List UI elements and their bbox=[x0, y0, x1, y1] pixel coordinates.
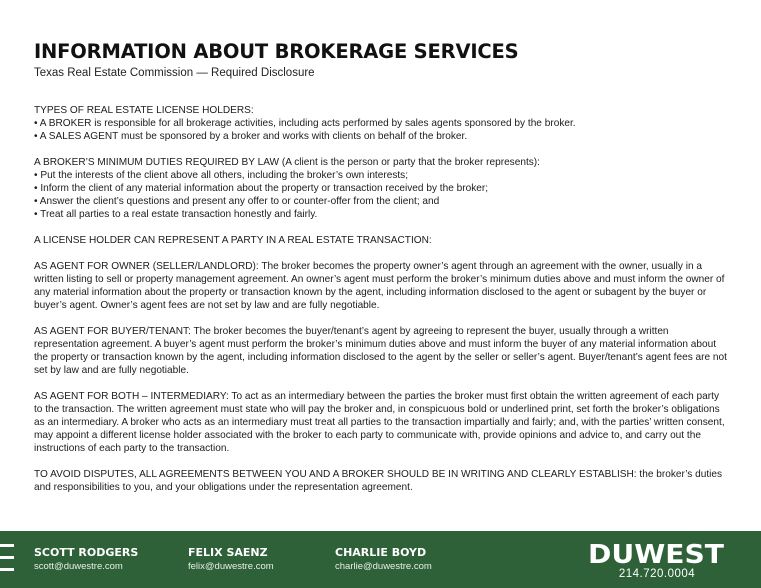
contact-charlie bbox=[335, 546, 432, 573]
minimum-duties-heading: A BROKER’S MINIMUM DUTIES REQUIRED BY LAW (A client is the person or party that the broker represents): bbox=[34, 157, 540, 168]
agent-for-buyer-paragraph: AS AGENT FOR BUYER/TENANT: The broker becomes the buyer/tenant’s agent by agreeing to represent the buyer, usually through a written representation agreement. A buyer’s agent must perform the broker’s minimum duties above and must inform the buyer of any material information about the property or transaction known by the agent, including information disclosed to the agent by the seller or seller’s agent. Buyer/tenant’s agent fees are not set by law and are fully negotiable. bbox=[34, 326, 727, 376]
contact-email-link[interactable]: scott@duwestre.com bbox=[34, 561, 123, 572]
agent-for-owner-paragraph: AS AGENT FOR OWNER (SELLER/LANDLORD): The broker becomes the property owner’s agent through an agreement with the owner, usually in a written listing to sell or property management agreement. An owner’s agent must perform the broker’s minimum duties above and must inform the owner of any material information about the property or transaction known by the agent, including information disclosed to the agent or subagent by the buyer or buyer’s agent. Owner’s agent fees are not set by law and are fully negotiable. bbox=[34, 261, 725, 311]
license-types-heading: TYPES OF REAL ESTATE LICENSE HOLDERS: bbox=[34, 105, 254, 116]
brand-name: DUWEST bbox=[588, 540, 725, 567]
contact-name: CHARLIE BOYD bbox=[335, 546, 427, 559]
list-item: • Answer the client’s questions and present any offer to or counter-offer from the client; and bbox=[34, 196, 440, 207]
list-item: • Put the interests of the client above all others, including the broker’s own interests; bbox=[34, 170, 409, 181]
contact-felix bbox=[188, 546, 274, 573]
contact-name: FELIX SAENZ bbox=[188, 546, 268, 559]
contact-name: SCOTT RODGERS bbox=[34, 546, 139, 559]
list-item: • Inform the client of any material information about the property or transaction received by the broker; bbox=[34, 183, 489, 194]
brand-phone: 214.720.0004 bbox=[618, 568, 696, 580]
page-subtitle: Texas Real Estate Commission — Required Disclosure bbox=[34, 67, 315, 79]
list-item: • A BROKER is responsible for all brokerage activities, including acts performed by sales agents sponsored by the broker. bbox=[34, 118, 576, 129]
disputes-paragraph: TO AVOID DISPUTES, ALL AGREEMENTS BETWEEN YOU AND A BROKER SHOULD BE IN WRITING AND CLEARLY ESTABLISH: the broker’s duties and responsibilities to you, and your obligations under the representation agreement. bbox=[34, 469, 723, 493]
list-item: • Treat all parties to a real estate transaction honestly and fairly. bbox=[34, 209, 318, 220]
license-types-list bbox=[34, 117, 729, 143]
disclosure-body bbox=[34, 104, 729, 507]
page-title: INFORMATION ABOUT BROKERAGE SERVICES bbox=[34, 40, 519, 63]
menu-icon[interactable] bbox=[0, 544, 14, 572]
intermediary-paragraph: AS AGENT FOR BOTH – INTERMEDIARY: To act as an intermediary between the parties the broker must first obtain the written agreement of each party to the transaction. The written agreement must state who will pay the broker and, in conspicuous bold or underlined print, set forth the broker’s obligations as an intermediary. A broker who acts as an intermediary must treat all parties to the transaction impartially and fairly; and, with the parties’ written consent, may appoint a different license holder associated with the broker to each party to communicate with, provide opinions and advice to, and carry out the instructions of each party to the transaction. bbox=[34, 391, 725, 454]
contact-email-link[interactable]: charlie@duwestre.com bbox=[335, 561, 432, 572]
minimum-duties-list bbox=[34, 169, 729, 221]
representation-statement: A LICENSE HOLDER CAN REPRESENT A PARTY IN A REAL ESTATE TRANSACTION: bbox=[34, 235, 432, 246]
contact-email-link[interactable]: felix@duwestre.com bbox=[188, 561, 274, 572]
footer-bar bbox=[0, 531, 761, 588]
duwest-logo bbox=[586, 537, 726, 567]
list-item: • A SALES AGENT must be sponsored by a broker and works with clients on behalf of the broker. bbox=[34, 131, 468, 142]
contact-scott bbox=[34, 546, 138, 573]
